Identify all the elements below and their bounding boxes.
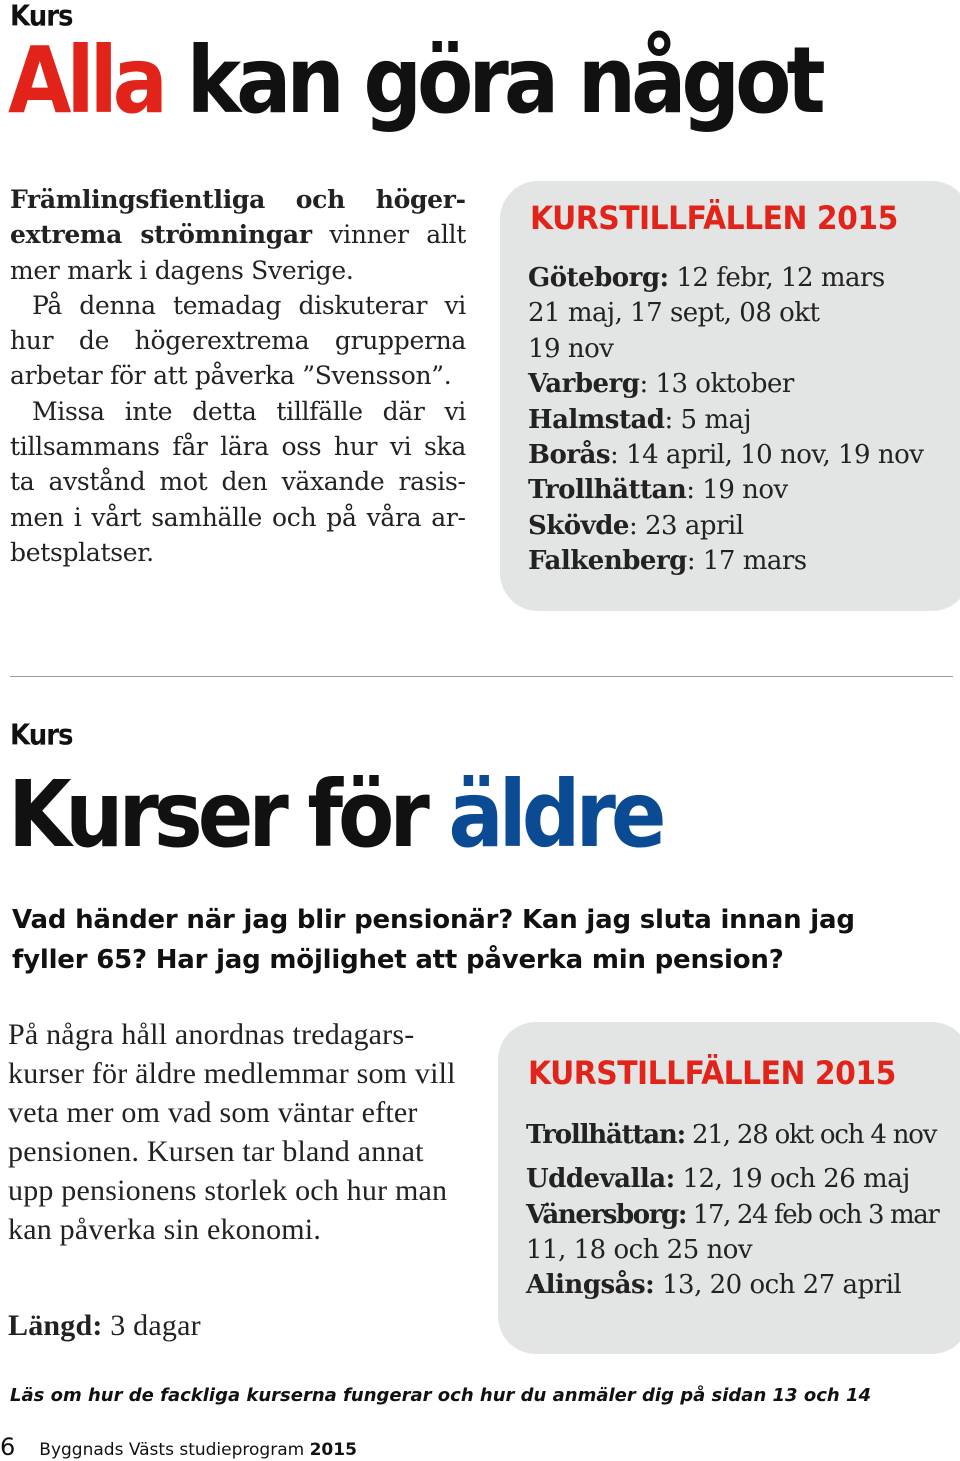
schedule-row xyxy=(528,440,923,475)
section1-headline xyxy=(8,28,821,135)
schedule-row xyxy=(528,546,923,581)
page-footer xyxy=(0,1433,357,1461)
schedule-dates: : 14 april, 10 nov, 19 nov xyxy=(610,439,924,470)
schedule-place: Trollhättan xyxy=(528,475,687,506)
section2-headline xyxy=(8,762,662,869)
schedule-dates: : 13 oktober xyxy=(639,369,794,400)
schedule-row xyxy=(526,1200,938,1235)
schedule-place: Varberg xyxy=(528,369,640,400)
schedule-dates: : 19 nov xyxy=(686,475,788,506)
schedule-place: Trollhättan: xyxy=(526,1120,685,1150)
schedule-dates: : 5 maj xyxy=(664,404,752,435)
schedule-row xyxy=(526,1270,938,1305)
schedule-box-2 xyxy=(498,1022,960,1354)
schedule-list xyxy=(528,263,923,582)
schedule-row xyxy=(526,1235,938,1270)
body-paragraph-2: Missa inte detta tillfälle där vi tillsammans får lära oss hur vi ska ta avstånd mot den växande rasismen i vårt samhälle och på våra arbetsplatser. xyxy=(10,396,466,567)
schedule-place: Alingsås: xyxy=(526,1270,655,1300)
schedule-dates: 12 febr, 12 mars xyxy=(668,263,885,293)
schedule-row xyxy=(526,1120,938,1164)
intro-text: vinner allt mer mark i dagens Sverige. xyxy=(10,220,466,285)
info-note: Läs om hur de fackliga kurserna fungerar och hur du anmäler dig på sidan 13 och 14 xyxy=(10,1385,872,1406)
schedule-row xyxy=(528,405,923,440)
length-label: Längd: xyxy=(8,1309,103,1342)
length-value: 3 dagar xyxy=(102,1309,201,1342)
schedule-dates: 13, 20 och 27 april xyxy=(654,1270,902,1300)
schedule-row xyxy=(528,263,923,298)
headline-highlight: Alla xyxy=(8,28,164,135)
course-length xyxy=(8,1306,201,1345)
section1-body xyxy=(10,182,466,570)
page-number: 6 xyxy=(0,1433,16,1461)
body-paragraph-1: På denna temadag diskuterar vi hur de högerextrema grupperna arbetar för att påverka ”Svensson”. xyxy=(10,290,466,391)
schedule-dates: 17, 24 feb och 3 mar xyxy=(686,1200,939,1230)
section1-kicker: Kurs xyxy=(10,0,73,33)
section2-kicker: Kurs xyxy=(10,719,73,752)
schedule-row xyxy=(528,334,923,369)
schedule-dates: 21, 28 okt och 4 nov xyxy=(684,1120,937,1150)
schedule-row xyxy=(528,511,923,546)
schedule-dates: 19 nov xyxy=(528,333,614,364)
publication-year: 2015 xyxy=(309,1440,357,1460)
schedule-place: Halmstad xyxy=(528,404,665,435)
schedule-dates: : 17 mars xyxy=(686,546,807,577)
publication-name: Byggnads Västs studieprogram xyxy=(39,1440,310,1460)
schedule-row xyxy=(528,298,923,333)
schedule-place: Vänersborg: xyxy=(526,1200,687,1230)
schedule-row xyxy=(528,475,923,510)
schedule-dates: : 23 april xyxy=(628,510,744,541)
schedule-place: Falkenberg xyxy=(528,546,687,577)
schedule-title: KURSTILLFÄLLEN 2015 xyxy=(530,199,898,237)
headline-rest: kan göra något xyxy=(163,28,821,135)
schedule-place: Uddevalla: xyxy=(526,1164,675,1194)
schedule-row xyxy=(528,369,923,404)
schedule-dates: 11, 18 och 25 nov xyxy=(526,1235,753,1265)
intro-bold: Främlingsfientliga och högerextrema strömningar xyxy=(10,185,466,250)
section2-body: På några håll anordnas tredagarskurser för äldre medlemmar som vill veta mer om vad som väntar efter pensionen. Kursen tar bland annat upp pensionens storlek och hur man kan påverka sin ekonomi. xyxy=(8,1018,456,1246)
schedule-dates: 12, 19 och 26 maj xyxy=(674,1164,910,1194)
schedule-list xyxy=(526,1120,938,1305)
schedule-row xyxy=(526,1164,938,1200)
section2-lead-questions: Vad händer när jag blir pensionär? Kan jag sluta innan jag fyller 65? Har jag möjlighet att påverka min pension? xyxy=(12,905,855,975)
schedule-title: KURSTILLFÄLLEN 2015 xyxy=(528,1054,896,1092)
intro-paragraph xyxy=(10,182,466,288)
schedule-box-1 xyxy=(500,181,960,611)
headline-text: Kurser för xyxy=(8,762,449,869)
headline-highlight: äldre xyxy=(448,762,662,869)
schedule-dates: 21 maj, 17 sept, 08 okt xyxy=(528,298,820,329)
schedule-place: Skövde xyxy=(528,510,629,541)
schedule-place: Göteborg: xyxy=(528,263,669,293)
schedule-place: Borås xyxy=(528,439,610,470)
section-divider xyxy=(10,676,953,677)
